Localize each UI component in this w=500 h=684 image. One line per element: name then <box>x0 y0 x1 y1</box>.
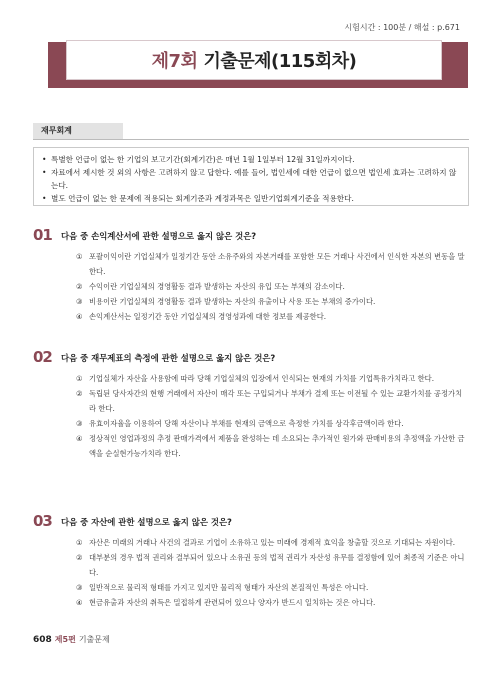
exam-round-number: 제7회 <box>151 51 198 72</box>
notice-item: • 자료에서 제시한 것 외의 사항은 고려하지 않고 답한다. 예를 들어, 법인세에 대한 언급이 없으면 법인세 효과는 고려하지 않는다. <box>42 168 457 190</box>
notice-item: • 특별한 언급이 없는 한 기업의 보고기간(회계기간)은 매년 1월 1일부터 12월 31일까지이다. <box>42 155 355 164</box>
choice-item: ③ 일반적으로 물리적 형태를 가지고 있지만 물리적 형태가 자산의 본질적인 특성은 아니다. <box>76 583 369 592</box>
choice-list <box>76 249 469 324</box>
bullet-icon: • <box>42 155 47 164</box>
part-title: 기출문제 <box>78 635 110 644</box>
notice-item: • 별도 언급이 없는 한 문제에 적용되는 회계기준과 계정과목은 일반기업회계기준을 적용한다. <box>42 194 354 203</box>
question-number: 02 <box>33 348 52 366</box>
notice-box <box>33 147 469 206</box>
question-number: 01 <box>33 226 52 244</box>
choice-item: ④ 정상적인 영업과정의 추정 판매가격에서 제품을 완성하는 데 소요되는 추가적인 원가와 판매비용의 추정액을 가산한 금액을 순실현가능가치라 한다. <box>76 434 465 458</box>
choice-item: ③ 비용이란 기업실체의 경영활동 결과 발생하는 자산의 유출이나 사용 또는 부채의 증가이다. <box>76 297 376 306</box>
choice-list <box>76 535 469 610</box>
exam-title-text: 기출문제(115회차) <box>203 51 357 72</box>
choice-item: ③ 유효이자율을 이용하여 당해 자산이나 부채를 현재의 금액으로 측정한 가치를 상각후금액이라 한다. <box>76 419 404 428</box>
question-number: 03 <box>33 512 52 530</box>
bullet-icon: • <box>42 168 47 177</box>
page-footer <box>33 634 110 645</box>
choice-item: ① 자산은 미래의 거래나 사건의 결과로 기업이 소유하고 있는 미래에 경제적 효익을 창출할 것으로 기대되는 자원이다. <box>76 538 456 547</box>
choice-item: ② 독립된 당사자간의 현행 거래에서 자산이 매각 또는 구입되거나 부채가 결제 또는 이전될 수 있는 교환가치를 공정가치라 한다. <box>76 389 463 413</box>
choice-list <box>76 371 469 461</box>
question-title: 다음 중 손익계산서에 관한 설명으로 옳지 않은 것은? <box>61 231 257 241</box>
section-label: 재무회계 <box>33 123 123 139</box>
question-title: 다음 중 재무제표의 측정에 관한 설명으로 옳지 않은 것은? <box>61 353 276 363</box>
question-title: 다음 중 자산에 관한 설명으로 옳지 않은 것은? <box>61 517 232 527</box>
page-number: 608 <box>33 635 52 645</box>
choice-item: ② 대부분의 경우 법적 권리와 결부되어 있으나 소유권 등의 법적 권리가 자산성 유무를 결정함에 있어 최종적 기준은 아니다. <box>76 553 465 577</box>
choice-item: ② 수익이란 기업실체의 경영활동 결과 발생하는 자산의 유입 또는 부채의 감소이다. <box>76 282 345 291</box>
choice-item: ① 포괄이익이란 기업실체가 일정기간 동안 소유주와의 자본거래를 포함한 모든 거래나 사건에서 인식한 자본의 변동을 말한다. <box>76 252 465 276</box>
choice-item: ① 기업실체가 자산을 사용함에 따라 당해 기업실체의 입장에서 인식되는 현재의 가치를 기업특유가치라고 한다. <box>76 374 435 383</box>
section-divider <box>33 139 469 140</box>
bullet-icon: • <box>42 194 47 203</box>
part-label: 제5편 <box>54 635 76 644</box>
page-title <box>66 40 442 80</box>
exam-time-info: 시험시간 : 100분 / 해설 : p.671 <box>344 23 460 32</box>
choice-item: ④ 현금유출과 자산의 취득은 밀접하게 관련되어 있으나 양자가 반드시 일치하는 것은 아니다. <box>76 598 376 607</box>
choice-item: ④ 손익계산서는 일정기간 동안 기업실체의 경영성과에 대한 정보를 제공한다. <box>76 312 327 321</box>
